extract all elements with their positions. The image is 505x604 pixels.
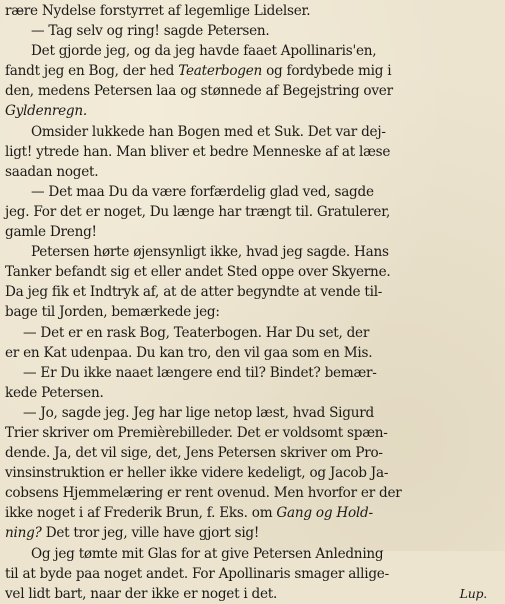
text-line-23: dende. Ja, det vil sige, det, Jens Petersen skriver om Pro- xyxy=(5,445,383,462)
text-segment: Det tror jeg, ville have gjort sig! xyxy=(45,525,260,542)
text-line-9: saadan noget. xyxy=(5,163,99,180)
text-line-10: — Det maa Du da være forfærdelig glad ved, sagde xyxy=(31,183,374,200)
text-line-6 xyxy=(5,101,500,121)
text-segment: fandt jeg en Bog, der hed xyxy=(5,63,175,80)
italic-title-teaterbogen: Teaterbogen xyxy=(178,63,263,80)
text-line-3: Det gjorde jeg, og da jeg havde faaet Apollinaris'en, xyxy=(31,43,377,60)
text-line-8: ligt! ytrede han. Man bliver et bedre Menneske af at læse xyxy=(5,143,391,160)
text-segment: og fordybede mig i xyxy=(266,63,392,80)
text-segment: ikke noget i af Frederik Brun, f. Eks. om xyxy=(5,505,273,522)
text-line-29: til at byde paa noget andet. For Apollinaris smager allige- xyxy=(5,565,389,582)
text-line-19: — Er Du ikke naaet længere end til? Bindet? bemær- xyxy=(23,364,377,381)
text-line-16: bage til Jorden, bemærkede jeg: xyxy=(5,304,220,321)
italic-title-continuation: ning? xyxy=(5,525,42,542)
text-line-15: Da jeg fik et Indtryk af, at de atter begyndte at vende til- xyxy=(5,284,383,301)
italic-title-gyldenregn: Gyldenregn. xyxy=(5,103,87,120)
text-line-1: ræ̶re Nydelse forstyrret af legemlige Lidelser. xyxy=(5,3,311,19)
text-line-11: jeg. For det er noget, Du længe har trængt til. Gratulerer, xyxy=(5,203,391,220)
text-line-17: — Det er en rask Bog, Teaterbogen. Har Du set, der xyxy=(23,324,370,341)
text-line-18: er en Kat udenpaa. Du kan tro, den vil gaa som en Mis. xyxy=(5,344,373,361)
text-line-25: cobsens Hjemmelæring er rent ovenud. Men hvorfor er der xyxy=(5,485,402,502)
italic-title-gang-og-holdning: Gang og Hold- xyxy=(276,505,373,522)
text-line-14: Tanker befandt sig et eller andet Sted oppe over Skyerne. xyxy=(5,264,391,281)
text-line-13: Petersen hørte øjensynligt ikke, hvad jeg sagde. Hans xyxy=(31,244,389,261)
text-line-5: den, medens Petersen laa og stønnede af Begejstring over xyxy=(5,83,393,100)
text-line-20: kede Petersen. xyxy=(5,384,104,401)
text-line-2: — Tag selv og ring! sagde Petersen. xyxy=(31,23,270,40)
text-line-30 xyxy=(5,584,500,604)
text-segment: vel lidt bart, naar der ikke er noget i det. xyxy=(5,585,278,602)
text-line-12: gamle Dreng! xyxy=(5,224,97,241)
text-line-28: Og jeg tømte mit Glas for at give Petersen Anledning xyxy=(31,545,384,562)
text-line-4 xyxy=(5,61,500,81)
text-line-27 xyxy=(5,523,500,543)
text-line-24: vinsinstruktion er heller ikke videre kedeligt, og Jacob Ja- xyxy=(5,465,389,482)
text-line-7: Omsider lukkede han Bogen med et Suk. Det var dej- xyxy=(31,123,386,140)
text-line-21: — Jo, sagde jeg. Jeg har lige netop læst, hvad Sigurd xyxy=(23,404,374,421)
author-signature: Lup. xyxy=(459,585,487,601)
text-line-22: Trier skriver om Premièrebilleder. Det er voldsomt spæn- xyxy=(5,424,388,441)
text-line-26 xyxy=(5,503,500,523)
